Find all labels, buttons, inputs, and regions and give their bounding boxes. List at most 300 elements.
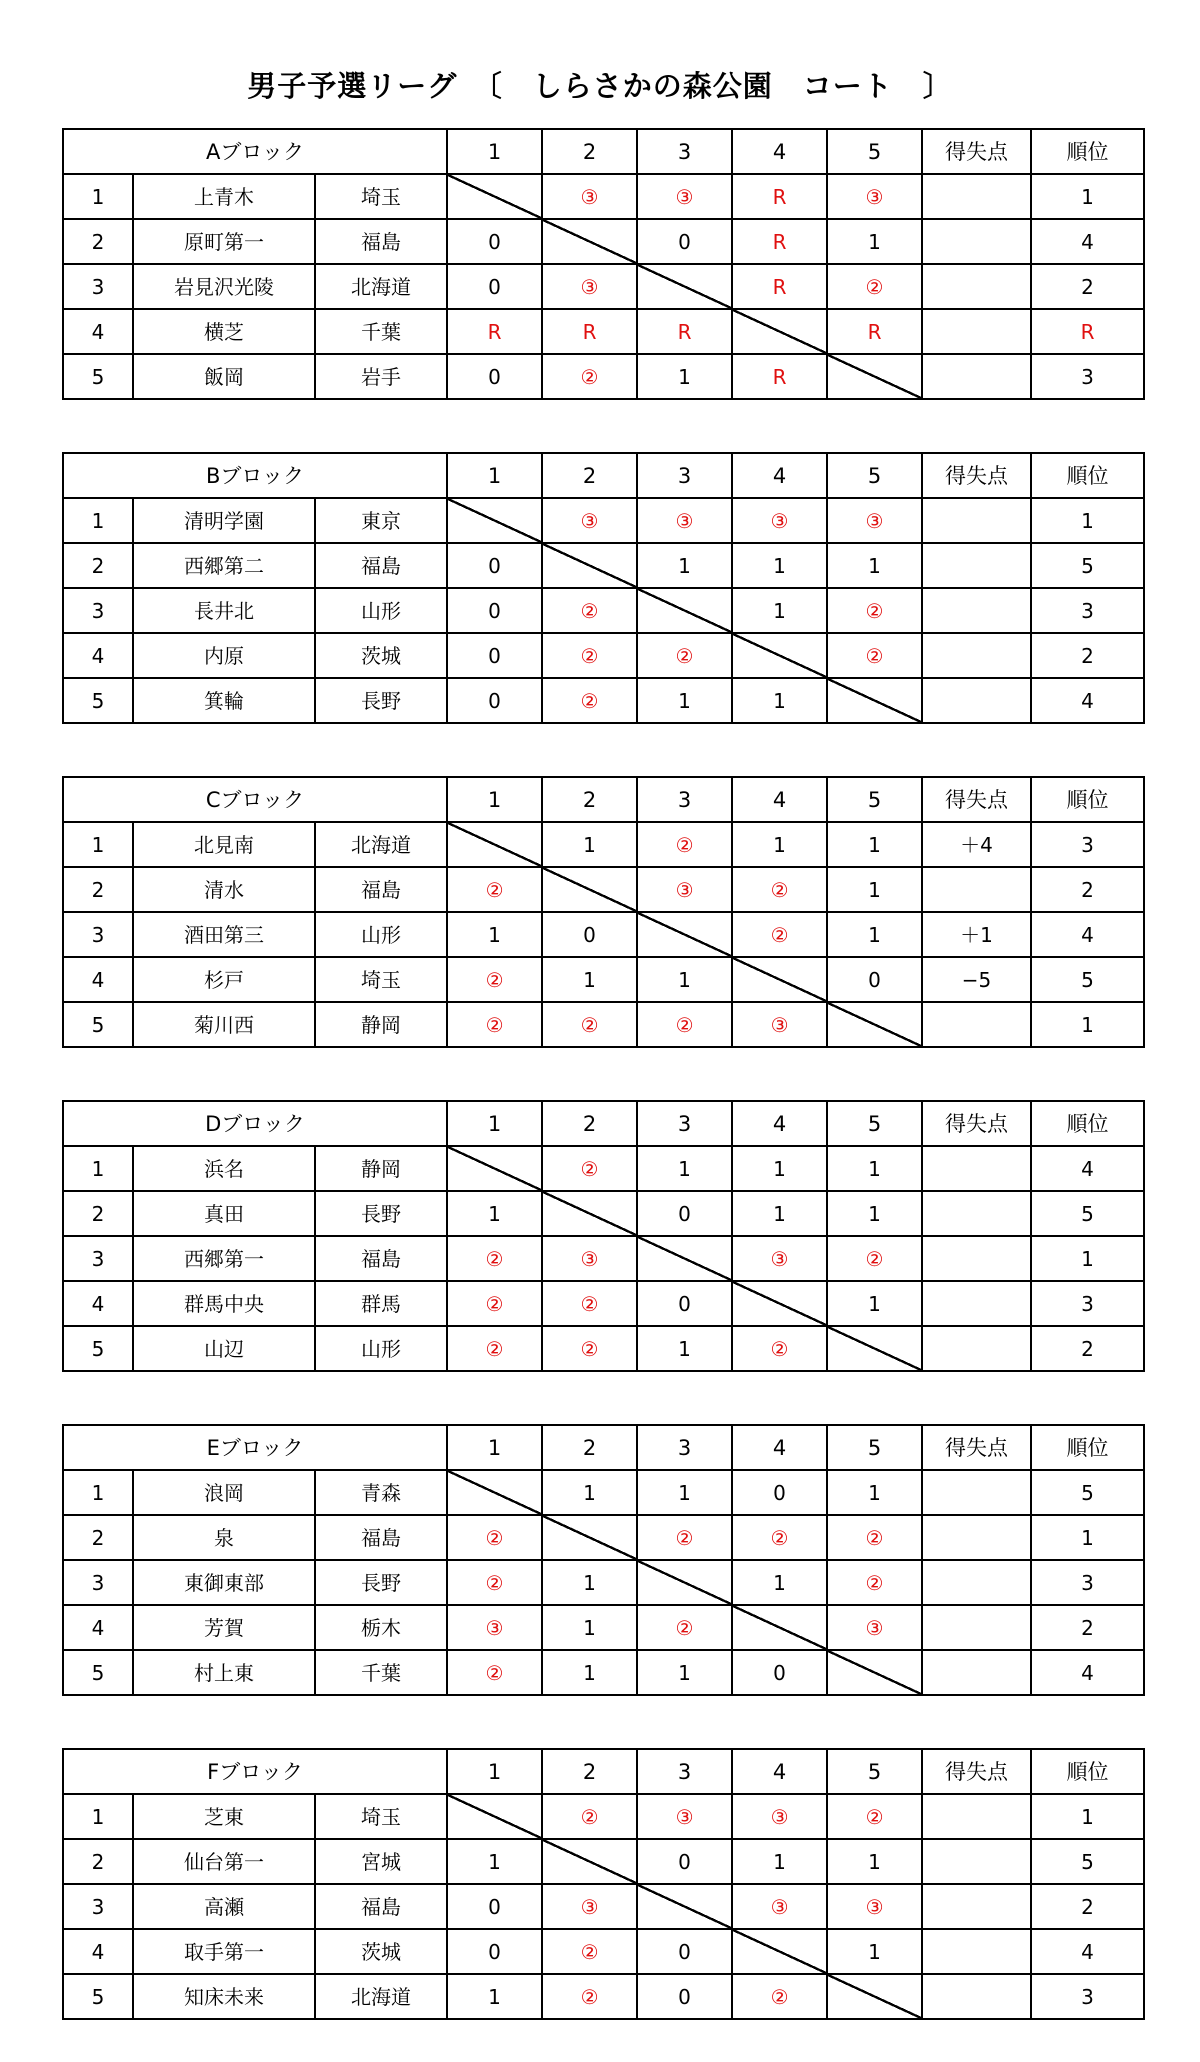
score-diff	[922, 309, 1031, 354]
block-name: Dブロック	[63, 1101, 447, 1146]
rank: 4	[1031, 1146, 1144, 1191]
score-diff	[922, 1560, 1031, 1605]
table-row	[63, 1281, 1144, 1326]
team-number: 1	[63, 822, 133, 867]
table-row	[63, 309, 1144, 354]
score-diff	[922, 1326, 1031, 1371]
match-result: ②	[637, 1605, 732, 1650]
opponent-column-header: 2	[542, 1425, 637, 1470]
team-number: 2	[63, 1515, 133, 1560]
self-match-diagonal-cell	[827, 1002, 922, 1047]
table-header-row	[63, 1425, 1144, 1470]
table-row	[63, 1839, 1144, 1884]
self-match-diagonal-cell	[637, 1884, 732, 1929]
opponent-column-header: 2	[542, 129, 637, 174]
match-result: 1	[542, 822, 637, 867]
team-name: 群馬中央	[133, 1281, 315, 1326]
table-row	[63, 1974, 1144, 2019]
match-result: ②	[542, 1794, 637, 1839]
table-row	[63, 1560, 1144, 1605]
team-name: 高瀬	[133, 1884, 315, 1929]
opponent-column-header: 5	[827, 1101, 922, 1146]
match-result: 0	[637, 1839, 732, 1884]
team-number: 4	[63, 1281, 133, 1326]
block-name: Bブロック	[63, 453, 447, 498]
match-result: ②	[827, 588, 922, 633]
team-prefecture: 北海道	[315, 1974, 447, 2019]
self-match-diagonal-cell	[542, 1515, 637, 1560]
match-result: 0	[637, 1191, 732, 1236]
match-result: ②	[542, 1002, 637, 1047]
match-result: 1	[637, 354, 732, 399]
rank: 3	[1031, 1560, 1144, 1605]
table-row	[63, 957, 1144, 1002]
opponent-column-header: 1	[447, 777, 542, 822]
match-result: ②	[447, 1281, 542, 1326]
rank: 2	[1031, 264, 1144, 309]
opponent-column-header: 3	[637, 453, 732, 498]
team-name: 浪岡	[133, 1470, 315, 1515]
match-result: ②	[827, 1560, 922, 1605]
score-diff	[922, 1470, 1031, 1515]
match-result: 1	[637, 1470, 732, 1515]
match-result: ②	[542, 1326, 637, 1371]
rank: 2	[1031, 1605, 1144, 1650]
match-result: ②	[447, 1515, 542, 1560]
match-result: 0	[447, 543, 542, 588]
team-prefecture: 青森	[315, 1470, 447, 1515]
self-match-diagonal-cell	[542, 543, 637, 588]
team-name: 村上東	[133, 1650, 315, 1695]
score-diff-header: 得失点	[922, 777, 1031, 822]
rank: 2	[1031, 1326, 1144, 1371]
match-result: 1	[447, 912, 542, 957]
rank: 2	[1031, 1884, 1144, 1929]
table-row	[63, 543, 1144, 588]
team-prefecture: 山形	[315, 912, 447, 957]
match-result: 1	[637, 543, 732, 588]
match-result: ②	[542, 1974, 637, 2019]
match-result: 0	[447, 264, 542, 309]
match-result: 0	[637, 1281, 732, 1326]
opponent-column-header: 4	[732, 1749, 827, 1794]
score-diff	[922, 264, 1031, 309]
match-result: R	[732, 354, 827, 399]
team-name: 芳賀	[133, 1605, 315, 1650]
score-diff	[922, 1839, 1031, 1884]
team-prefecture: 福島	[315, 1515, 447, 1560]
match-result: ②	[447, 1236, 542, 1281]
rank: 5	[1031, 1191, 1144, 1236]
match-result: ③	[827, 498, 922, 543]
table-row	[63, 498, 1144, 543]
match-result: ③	[827, 1605, 922, 1650]
match-result: ②	[732, 1974, 827, 2019]
team-number: 4	[63, 309, 133, 354]
rank: 4	[1031, 678, 1144, 723]
match-result: 0	[637, 1974, 732, 2019]
opponent-column-header: 5	[827, 129, 922, 174]
score-diff	[922, 1650, 1031, 1695]
match-result: 1	[827, 867, 922, 912]
team-prefecture: 福島	[315, 1236, 447, 1281]
team-name: 菊川西	[133, 1002, 315, 1047]
team-number: 4	[63, 633, 133, 678]
opponent-column-header: 2	[542, 1749, 637, 1794]
match-result: ③	[827, 1884, 922, 1929]
self-match-diagonal-cell	[447, 1794, 542, 1839]
match-result: ②	[827, 1515, 922, 1560]
score-diff	[922, 354, 1031, 399]
match-result: 1	[732, 588, 827, 633]
league-table-block	[62, 1748, 1145, 2020]
match-result: ③	[732, 1002, 827, 1047]
opponent-column-header: 5	[827, 777, 922, 822]
match-result: ②	[447, 1326, 542, 1371]
score-diff	[922, 543, 1031, 588]
match-result: ②	[447, 1560, 542, 1605]
rank: 2	[1031, 867, 1144, 912]
match-result: 0	[637, 219, 732, 264]
table-row	[63, 1929, 1144, 1974]
team-number: 5	[63, 1002, 133, 1047]
opponent-column-header: 3	[637, 1101, 732, 1146]
team-name: 岩見沢光陵	[133, 264, 315, 309]
team-prefecture: 北海道	[315, 264, 447, 309]
team-prefecture: 静岡	[315, 1002, 447, 1047]
match-result: 1	[827, 912, 922, 957]
rank: 4	[1031, 1929, 1144, 1974]
table-row	[63, 1236, 1144, 1281]
self-match-diagonal-cell	[637, 1236, 732, 1281]
score-diff	[922, 219, 1031, 264]
team-name: 飯岡	[133, 354, 315, 399]
rank: 4	[1031, 1650, 1144, 1695]
match-result: 0	[637, 1929, 732, 1974]
score-diff	[922, 1794, 1031, 1839]
team-number: 3	[63, 1236, 133, 1281]
match-result: 1	[732, 822, 827, 867]
team-number: 2	[63, 867, 133, 912]
score-diff	[922, 1605, 1031, 1650]
rank: 3	[1031, 588, 1144, 633]
opponent-column-header: 3	[637, 1425, 732, 1470]
opponent-column-header: 4	[732, 453, 827, 498]
opponent-column-header: 4	[732, 1101, 827, 1146]
table-row	[63, 354, 1144, 399]
score-diff	[922, 588, 1031, 633]
match-result: ②	[447, 957, 542, 1002]
rank: 5	[1031, 957, 1144, 1002]
table-row	[63, 1470, 1144, 1515]
team-number: 5	[63, 1974, 133, 2019]
match-result: 1	[827, 1470, 922, 1515]
match-result: ②	[542, 354, 637, 399]
opponent-column-header: 3	[637, 1749, 732, 1794]
self-match-diagonal-cell	[637, 1560, 732, 1605]
match-result: 1	[827, 219, 922, 264]
table-header-row	[63, 453, 1144, 498]
match-result: 1	[637, 1650, 732, 1695]
match-result: 1	[827, 1146, 922, 1191]
team-name: 北見南	[133, 822, 315, 867]
match-result: 1	[542, 1560, 637, 1605]
league-table-block	[62, 452, 1145, 724]
table-row	[63, 1326, 1144, 1371]
rank: 3	[1031, 822, 1144, 867]
match-result: 1	[732, 1839, 827, 1884]
team-name: 清明学園	[133, 498, 315, 543]
team-prefecture: 群馬	[315, 1281, 447, 1326]
rank: 1	[1031, 1236, 1144, 1281]
league-table-block	[62, 1424, 1145, 1696]
score-diff	[922, 1002, 1031, 1047]
opponent-column-header: 2	[542, 453, 637, 498]
team-name: 西郷第一	[133, 1236, 315, 1281]
table-row	[63, 264, 1144, 309]
league-table-block	[62, 776, 1145, 1048]
opponent-column-header: 2	[542, 777, 637, 822]
self-match-diagonal-cell	[732, 1281, 827, 1326]
rank: 5	[1031, 1839, 1144, 1884]
match-result: ②	[732, 867, 827, 912]
match-result: ②	[827, 633, 922, 678]
match-result: 1	[827, 1839, 922, 1884]
opponent-column-header: 3	[637, 129, 732, 174]
table-row	[63, 1515, 1144, 1560]
table-row	[63, 219, 1144, 264]
match-result: R	[732, 264, 827, 309]
team-name: 上青木	[133, 174, 315, 219]
match-result: ②	[827, 264, 922, 309]
opponent-column-header: 1	[447, 453, 542, 498]
team-prefecture: 長野	[315, 1560, 447, 1605]
team-name: 泉	[133, 1515, 315, 1560]
score-diff: ＋1	[922, 912, 1031, 957]
score-diff-header: 得失点	[922, 1425, 1031, 1470]
self-match-diagonal-cell	[732, 1929, 827, 1974]
opponent-column-header: 5	[827, 1749, 922, 1794]
match-result: ③	[542, 498, 637, 543]
table-header-row	[63, 777, 1144, 822]
match-result: 1	[732, 543, 827, 588]
rank-header: 順位	[1031, 1749, 1144, 1794]
match-result: ②	[827, 1794, 922, 1839]
rank: 2	[1031, 633, 1144, 678]
match-result: 1	[637, 678, 732, 723]
match-result: ②	[827, 1236, 922, 1281]
match-result: 1	[732, 678, 827, 723]
opponent-column-header: 3	[637, 777, 732, 822]
score-diff-header: 得失点	[922, 1749, 1031, 1794]
team-name: 清水	[133, 867, 315, 912]
match-result: ②	[447, 1002, 542, 1047]
league-table-block	[62, 1100, 1145, 1372]
match-result: 1	[542, 957, 637, 1002]
match-result: ②	[447, 1650, 542, 1695]
score-diff: −5	[922, 957, 1031, 1002]
score-diff	[922, 1146, 1031, 1191]
match-result: 0	[447, 1929, 542, 1974]
match-result: R	[732, 219, 827, 264]
match-result: ②	[732, 1515, 827, 1560]
team-number: 3	[63, 912, 133, 957]
match-result: ②	[542, 633, 637, 678]
table-row	[63, 678, 1144, 723]
team-prefecture: 岩手	[315, 354, 447, 399]
team-name: 仙台第一	[133, 1839, 315, 1884]
table-header-row	[63, 1101, 1144, 1146]
table-row	[63, 1191, 1144, 1236]
team-prefecture: 埼玉	[315, 174, 447, 219]
team-number: 1	[63, 498, 133, 543]
team-number: 4	[63, 957, 133, 1002]
score-diff	[922, 174, 1031, 219]
team-name: 横芝	[133, 309, 315, 354]
team-number: 3	[63, 1560, 133, 1605]
team-number: 1	[63, 1794, 133, 1839]
team-prefecture: 茨城	[315, 633, 447, 678]
rank: 5	[1031, 543, 1144, 588]
team-number: 2	[63, 219, 133, 264]
self-match-diagonal-cell	[542, 1191, 637, 1236]
self-match-diagonal-cell	[827, 1326, 922, 1371]
score-diff: ＋4	[922, 822, 1031, 867]
team-number: 5	[63, 678, 133, 723]
match-result: 0	[447, 354, 542, 399]
opponent-column-header: 2	[542, 1101, 637, 1146]
team-prefecture: 東京	[315, 498, 447, 543]
rank-header: 順位	[1031, 1425, 1144, 1470]
table-row	[63, 1794, 1144, 1839]
match-result: ③	[732, 498, 827, 543]
match-result: 1	[732, 1146, 827, 1191]
table-row	[63, 912, 1144, 957]
opponent-column-header: 5	[827, 453, 922, 498]
opponent-column-header: 4	[732, 1425, 827, 1470]
rank: 4	[1031, 912, 1144, 957]
league-table-block	[62, 128, 1145, 400]
self-match-diagonal-cell	[732, 957, 827, 1002]
self-match-diagonal-cell	[732, 309, 827, 354]
team-number: 1	[63, 1470, 133, 1515]
match-result: 0	[447, 678, 542, 723]
match-result: 1	[732, 1191, 827, 1236]
self-match-diagonal-cell	[827, 1974, 922, 2019]
team-name: 真田	[133, 1191, 315, 1236]
score-diff	[922, 1515, 1031, 1560]
self-match-diagonal-cell	[827, 1650, 922, 1695]
opponent-column-header: 1	[447, 1101, 542, 1146]
rank: 1	[1031, 498, 1144, 543]
self-match-diagonal-cell	[637, 264, 732, 309]
opponent-column-header: 4	[732, 129, 827, 174]
table-header-row	[63, 129, 1144, 174]
match-result: 1	[827, 1191, 922, 1236]
team-number: 5	[63, 1326, 133, 1371]
team-number: 1	[63, 174, 133, 219]
match-result: 0	[447, 633, 542, 678]
match-result: R	[447, 309, 542, 354]
opponent-column-header: 5	[827, 1425, 922, 1470]
team-number: 4	[63, 1929, 133, 1974]
match-result: ②	[637, 1002, 732, 1047]
rank-header: 順位	[1031, 1101, 1144, 1146]
match-result: 1	[827, 1281, 922, 1326]
score-diff	[922, 498, 1031, 543]
match-result: ③	[637, 867, 732, 912]
self-match-diagonal-cell	[447, 1470, 542, 1515]
team-name: 芝東	[133, 1794, 315, 1839]
team-prefecture: 茨城	[315, 1929, 447, 1974]
self-match-diagonal-cell	[447, 498, 542, 543]
match-result: ②	[542, 588, 637, 633]
table-row	[63, 1884, 1144, 1929]
match-result: ③	[827, 174, 922, 219]
score-diff	[922, 867, 1031, 912]
team-number: 3	[63, 588, 133, 633]
match-result: ②	[542, 1146, 637, 1191]
self-match-diagonal-cell	[732, 633, 827, 678]
table-row	[63, 867, 1144, 912]
table-header-row	[63, 1749, 1144, 1794]
match-result: 1	[827, 1929, 922, 1974]
team-prefecture: 埼玉	[315, 957, 447, 1002]
match-result: 1	[447, 1191, 542, 1236]
team-number: 2	[63, 1191, 133, 1236]
table-row	[63, 1146, 1144, 1191]
self-match-diagonal-cell	[447, 1146, 542, 1191]
table-row	[63, 1650, 1144, 1695]
team-number: 3	[63, 1884, 133, 1929]
match-result: ③	[637, 498, 732, 543]
block-name: Cブロック	[63, 777, 447, 822]
team-name: 内原	[133, 633, 315, 678]
match-result: ③	[542, 1884, 637, 1929]
match-result: 1	[447, 1839, 542, 1884]
score-diff	[922, 1884, 1031, 1929]
team-prefecture: 福島	[315, 543, 447, 588]
match-result: R	[542, 309, 637, 354]
rank-header: 順位	[1031, 777, 1144, 822]
match-result: ②	[732, 912, 827, 957]
rank: 1	[1031, 1515, 1144, 1560]
team-name: 山辺	[133, 1326, 315, 1371]
table-row	[63, 174, 1144, 219]
self-match-diagonal-cell	[447, 174, 542, 219]
score-diff	[922, 678, 1031, 723]
team-number: 4	[63, 1605, 133, 1650]
match-result: 0	[827, 957, 922, 1002]
score-diff	[922, 1974, 1031, 2019]
team-prefecture: 埼玉	[315, 1794, 447, 1839]
score-diff	[922, 1191, 1031, 1236]
rank: 1	[1031, 1002, 1144, 1047]
self-match-diagonal-cell	[732, 1605, 827, 1650]
score-diff-header: 得失点	[922, 1101, 1031, 1146]
match-result: 1	[447, 1974, 542, 2019]
match-result: 1	[637, 1326, 732, 1371]
score-diff	[922, 1281, 1031, 1326]
self-match-diagonal-cell	[827, 354, 922, 399]
block-name: Eブロック	[63, 1425, 447, 1470]
match-result: ③	[732, 1884, 827, 1929]
rank-header: 順位	[1031, 453, 1144, 498]
team-number: 1	[63, 1146, 133, 1191]
self-match-diagonal-cell	[542, 219, 637, 264]
match-result: ②	[637, 633, 732, 678]
team-prefecture: 千葉	[315, 1650, 447, 1695]
